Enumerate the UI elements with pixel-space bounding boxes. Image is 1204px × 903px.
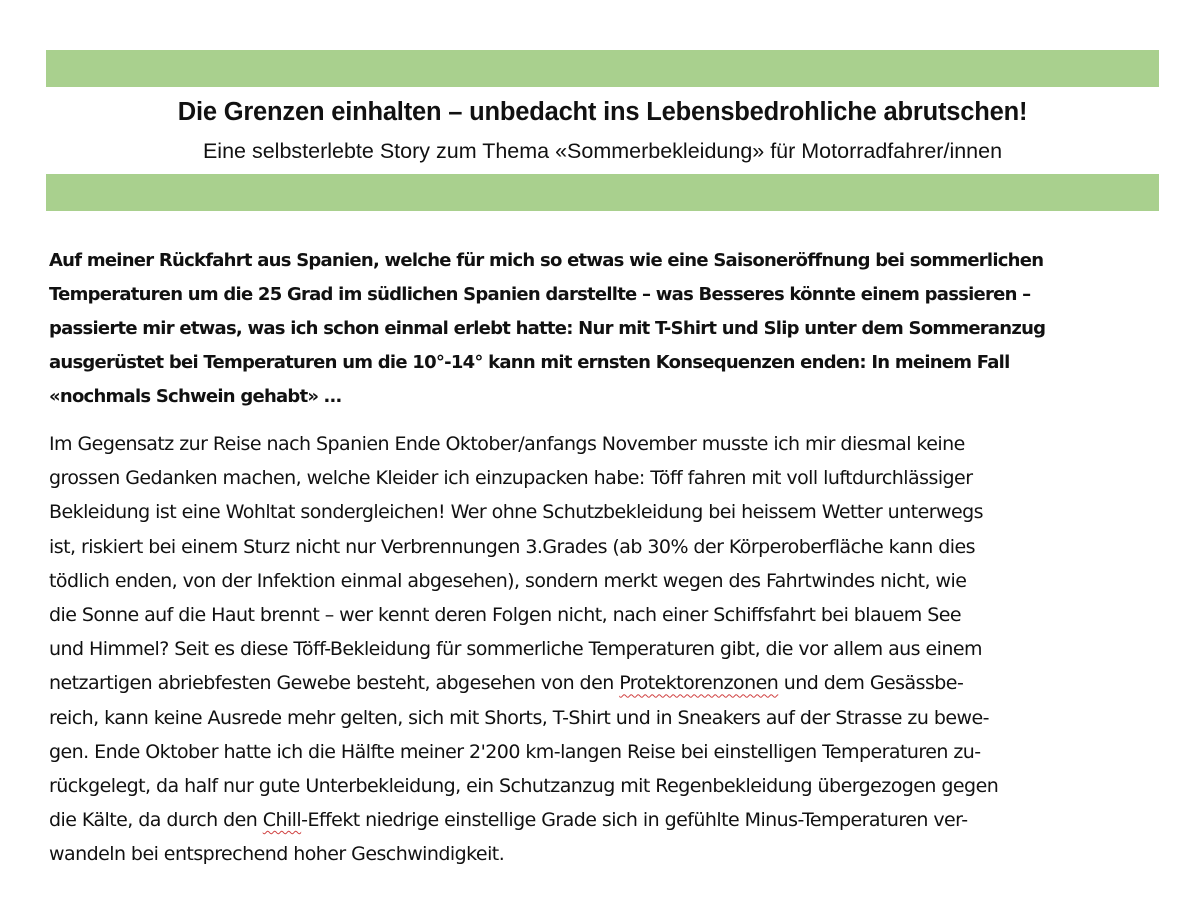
document-title: Die Grenzen einhalten – unbedacht ins Lebensbedrohliche abrutschen!: [177, 98, 1028, 126]
body-line: reich, kann keine Ausrede mehr gelten, sich mit Shorts, T-Shirt und in Sneakers auf der Strasse zu bewe-: [49, 706, 989, 729]
body-line: und Himmel? Seit es diese Töff-Bekleidung für sommerliche Temperaturen gibt, die vor allem aus einem: [49, 638, 982, 661]
body-line: wandeln bei entsprechend hoher Geschwindigkeit.: [49, 843, 505, 866]
body-line-text: und dem Gesässbe-: [778, 672, 964, 695]
spellcheck-flagged-word: Chill: [262, 809, 302, 832]
body-line: grossen Gedanken machen, welche Kleider ich einzupacken habe: Töff fahren mit voll luftdurchlässiger: [49, 467, 973, 490]
document-subtitle: Eine selbsterlebte Story zum Thema «Sommerbekleidung» für Motorradfahrer/innen: [202, 139, 1003, 163]
intro-line: passierte mir etwas, was ich schon einmal erlebt hatte: Nur mit T-Shirt und Slip unter dem Sommeranzug: [49, 318, 1046, 339]
header-band-top: [46, 50, 1159, 87]
body-line: Im Gegensatz zur Reise nach Spanien Ende Oktober/anfangs November musste ich mir diesmal keine: [49, 433, 965, 455]
intro-line: «nochmals Schwein gehabt» …: [49, 386, 342, 407]
body-line: rückgelegt, da half nur gute Unterbekleidung, ein Schutzanzug mit Regenbekleidung übergezogen gegen: [49, 775, 999, 798]
intro-line: Auf meiner Rückfahrt aus Spanien, welche für mich so etwas wie eine Saisoneröffnung bei sommerlichen: [49, 250, 1044, 271]
body-line: die Sonne auf die Haut brennt – wer kennt deren Folgen nicht, nach einer Schiffsfahrt bei blauem See: [49, 604, 961, 627]
body-line-text: die Kälte, da durch den: [49, 809, 263, 832]
body-line: ist, riskiert bei einem Sturz nicht nur Verbrennungen 3.Grades (ab 30% der Körperoberfläche kann dies: [49, 535, 976, 558]
body-line: [49, 803, 1159, 837]
body-line: Bekleidung ist eine Wohltat sondergleichen! Wer ohne Schutzbekleidung bei heissem Wetter unterwegs: [49, 501, 983, 524]
intro-paragraph: [49, 244, 1159, 414]
body-line: [49, 666, 1159, 700]
body-line: tödlich enden, von der Infektion einmal abgesehen), sondern merkt wegen des Fahrtwindes nicht, wie: [49, 569, 967, 592]
intro-line: Temperaturen um die 25 Grad im südlichen Spanien darstellte – was Besseres könnte einem passieren –: [49, 284, 1031, 305]
spellcheck-flagged-word: Protektorenzonen: [619, 672, 779, 695]
body-line-text: -Effekt niedrige einstellige Grade sich in gefühlte Minus-Temperaturen ver-: [301, 809, 968, 832]
header-band-bottom: [46, 174, 1159, 211]
body-line-text: netzartigen abriebfesten Gewebe besteht, abgesehen von den: [49, 672, 620, 695]
body-paragraph: [49, 427, 1159, 872]
intro-line: ausgerüstet bei Temperaturen um die 10°-14° kann mit ernsten Konsequenzen enden: In meinem Fall: [49, 352, 1010, 373]
body-line: gen. Ende Oktober hatte ich die Hälfte meiner 2'200 km-langen Reise bei einstelligen Temperaturen zu-: [49, 740, 981, 763]
